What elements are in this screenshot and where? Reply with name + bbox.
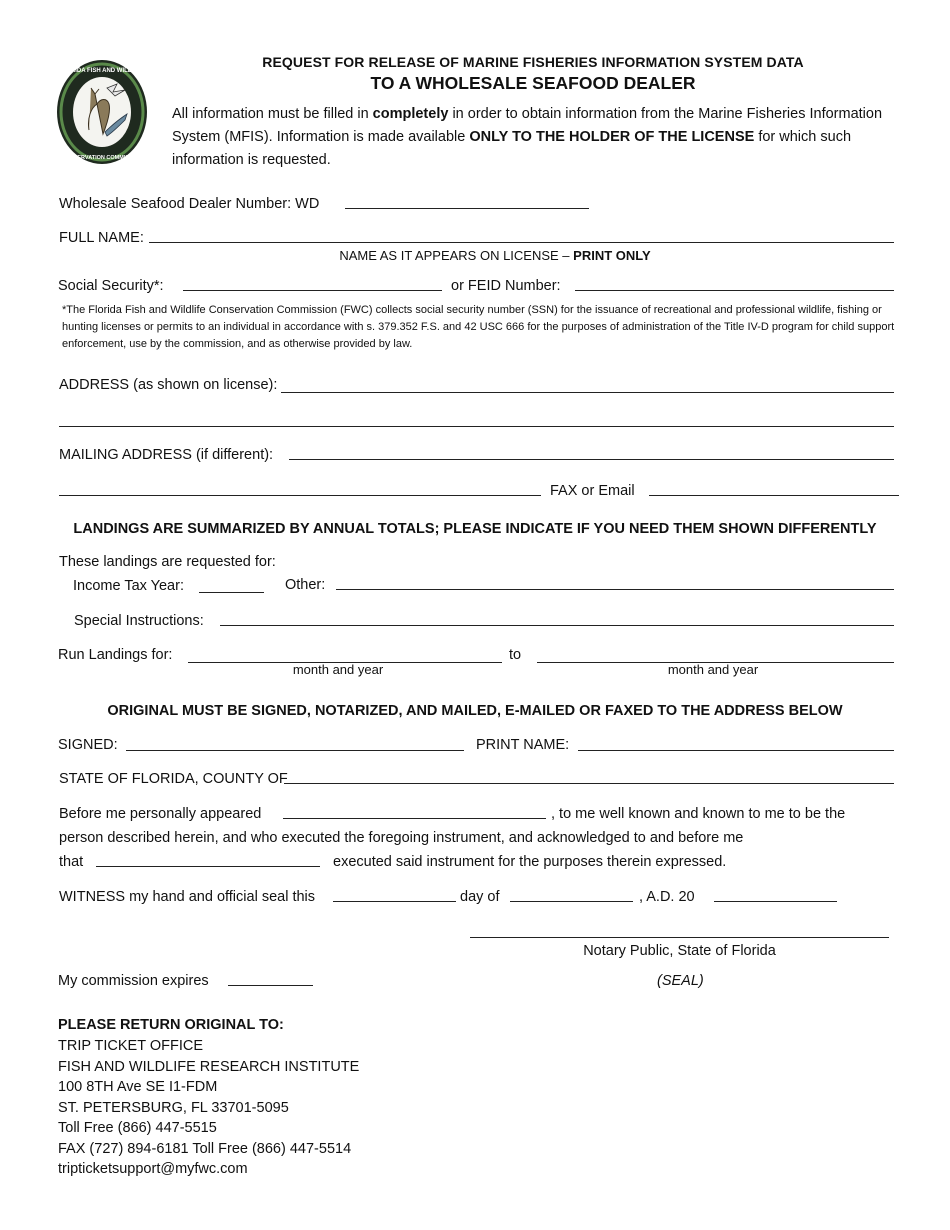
other-label: Other: xyxy=(285,577,326,593)
state-county-label: STATE OF FLORIDA, COUNTY OF xyxy=(59,771,288,787)
to-month-year-note: month and year xyxy=(667,662,759,677)
return-address-line: FAX (727) 894-6181 Toll Free (866) 447-5514 xyxy=(58,1140,352,1157)
requested-for-label: These landings are requested for: xyxy=(59,554,276,570)
intro-paragraph: All information must be filled in completely in order to obtain information from the Marine Fisheries Information System (MFIS). Information is made available ONLY TO THE HOLDER OF THE LICENSE for which such information is requested. xyxy=(172,106,883,168)
return-address-line: ST. PETERSBURG, FL 33701-5095 xyxy=(58,1099,289,1116)
signed-field[interactable] xyxy=(126,750,464,751)
full-name-field[interactable] xyxy=(149,242,894,243)
other-field[interactable] xyxy=(336,589,894,590)
return-address-line: Toll Free (866) 447-5515 xyxy=(58,1120,217,1136)
mailing-address-field[interactable] xyxy=(289,459,894,460)
print-name-label: PRINT NAME: xyxy=(476,737,570,753)
logo-text-top: FLORIDA FISH AND WILDLIFE xyxy=(58,68,146,74)
witness-month-field[interactable] xyxy=(510,901,633,902)
return-address-line: TRIP TICKET OFFICE xyxy=(58,1038,204,1054)
name-note: NAME AS IT APPEARS ON LICENSE – PRINT ONLY xyxy=(339,248,651,263)
that-label: that xyxy=(59,854,84,870)
signed-label: SIGNED: xyxy=(58,737,118,753)
return-heading: PLEASE RETURN ORIGINAL TO: xyxy=(58,1017,284,1033)
ad-label: , A.D. 20 xyxy=(639,889,695,905)
notary-heading: ORIGINAL MUST BE SIGNED, NOTARIZED, AND MAILED, E-MAILED OR FAXED TO THE ADDRESS BELOW xyxy=(107,703,843,719)
full-name-label: FULL NAME: xyxy=(59,230,144,246)
appeared-label: Before me personally appeared xyxy=(59,806,262,822)
that-field[interactable] xyxy=(96,866,320,867)
fwc-seal-icon xyxy=(55,58,149,166)
witness-label: WITNESS my hand and official seal this xyxy=(59,889,316,905)
special-instructions-field[interactable] xyxy=(220,625,894,626)
dealer-number-label: Wholesale Seafood Dealer Number: WD xyxy=(59,196,320,212)
print-name-field[interactable] xyxy=(578,750,894,751)
address-field[interactable] xyxy=(281,392,894,393)
notary-public-label: Notary Public, State of Florida xyxy=(583,943,776,959)
witness-year-field[interactable] xyxy=(714,901,837,902)
dealer-number-field[interactable] xyxy=(345,208,589,209)
income-tax-field[interactable] xyxy=(199,592,264,593)
form-title-line1: REQUEST FOR RELEASE OF MARINE FISHERIES INFORMATION SYSTEM DATA xyxy=(262,54,804,70)
return-address-line: FISH AND WILDLIFE RESEARCH INSTITUTE xyxy=(58,1058,360,1075)
fwc-logo xyxy=(55,58,149,166)
day-of-label: day of xyxy=(460,889,500,905)
executed-label: executed said instrument for the purposes therein expressed. xyxy=(333,854,727,870)
run-landings-label: Run Landings for: xyxy=(58,647,173,663)
mailing-address-label: MAILING ADDRESS (if different): xyxy=(59,447,274,463)
seal-label: (SEAL) xyxy=(657,973,704,989)
feid-label: or FEID Number: xyxy=(451,278,561,294)
ssn-field[interactable] xyxy=(183,290,442,291)
notary-signature-field[interactable] xyxy=(470,937,889,938)
county-field[interactable] xyxy=(284,783,894,784)
return-email-link[interactable]: tripticketsupport@myfwc.com xyxy=(58,1161,248,1177)
special-instructions-label: Special Instructions: xyxy=(74,613,204,629)
commission-expires-field[interactable] xyxy=(228,985,313,986)
appeared-field[interactable] xyxy=(283,818,546,819)
return-address-block xyxy=(58,1036,359,1180)
income-tax-label: Income Tax Year: xyxy=(73,578,184,594)
ssn-footnote: *The Florida Fish and Wildlife Conservation Commission (FWC) collects social security number (SSN) for the issuance of recreational and professional wildlife, fishing or hunting licenses or permits to an individual in accordance with s. 379.352 F.S. and 42 USC 666 for the purposes of administration of the Title IV-D program for child support enforcement, use by the commission, and as otherwise provided by law. xyxy=(62,304,895,350)
to-label: to xyxy=(509,647,522,663)
commission-expires-label: My commission expires xyxy=(58,973,209,989)
address-label: ADDRESS (as shown on license): xyxy=(59,377,278,393)
person-line: person described herein, and who executed the foregoing instrument, and acknowledged to and before me xyxy=(59,830,744,846)
from-month-year-note: month and year xyxy=(292,662,384,677)
ssn-label: Social Security*: xyxy=(58,278,164,294)
landings-heading: LANDINGS ARE SUMMARIZED BY ANNUAL TOTALS; PLEASE INDICATE IF YOU NEED THEM SHOWN DIFFERENTLY xyxy=(73,521,877,537)
witness-day-field[interactable] xyxy=(333,901,456,902)
form-title-line2: TO A WHOLESALE SEAFOOD DEALER xyxy=(370,73,696,93)
appeared-tail: , to me well known and known to me to be the xyxy=(551,806,846,822)
fax-email-field[interactable] xyxy=(649,495,899,496)
return-address-line: 100 8TH Ave SE I1-FDM xyxy=(58,1079,218,1095)
address-field-line2[interactable] xyxy=(59,426,894,427)
logo-text-bottom: CONSERVATION COMMISSION xyxy=(61,155,143,161)
mailing-address-field-line2[interactable] xyxy=(59,495,541,496)
feid-field[interactable] xyxy=(575,290,894,291)
fax-email-label: FAX or Email xyxy=(550,483,635,499)
